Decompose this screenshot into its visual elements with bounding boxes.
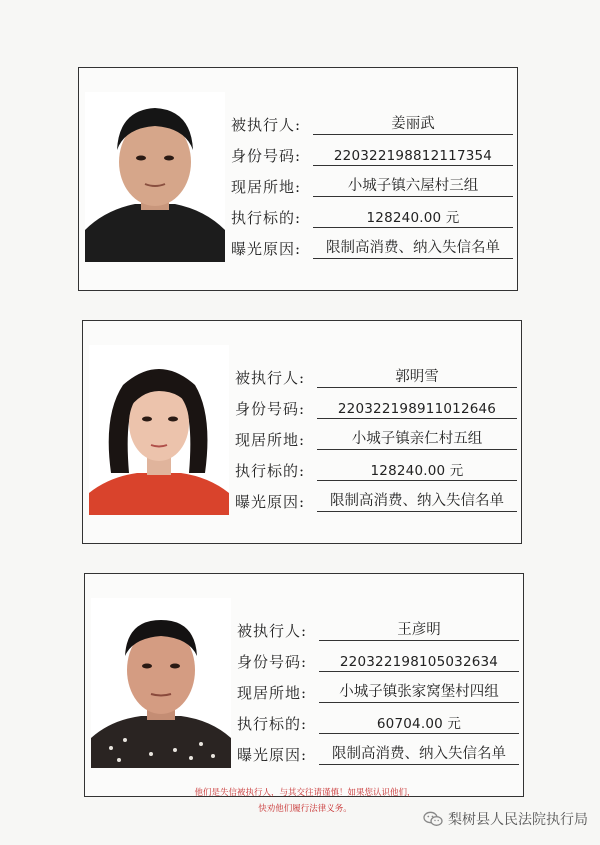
address-value: 小城子镇亲仁村五组: [317, 427, 517, 450]
amount-value: 128240.00 元: [317, 459, 517, 481]
id-row: [235, 388, 517, 419]
name-value: 王彦明: [319, 618, 519, 641]
id-row: [237, 641, 519, 672]
reason-label: 曝光原因:: [231, 240, 302, 258]
warning-line-2: 快劝他们履行法律义务。: [258, 804, 352, 814]
id-value: 220322198911012646: [317, 401, 517, 419]
amount-value: 128240.00 元: [313, 206, 513, 228]
reason-row: [235, 481, 517, 512]
id-label: 身份号码:: [231, 147, 302, 165]
person-photo: [89, 345, 229, 515]
name-row: [231, 104, 513, 135]
address-value: 小城子镇六屋村三组: [313, 174, 513, 197]
amount-label: 执行标的:: [235, 462, 306, 480]
address-label: 现居所地:: [231, 178, 302, 196]
name-value: 姜丽武: [313, 112, 513, 135]
reason-value: 限制高消费、纳入失信名单: [313, 236, 513, 259]
reason-value: 限制高消费、纳入失信名单: [319, 742, 519, 765]
amount-row: [237, 703, 519, 734]
id-value: 220322198812117354: [313, 148, 513, 166]
reason-row: [231, 228, 513, 259]
person-fields: [231, 104, 513, 259]
address-row: [231, 166, 513, 197]
reason-value: 限制高消费、纳入失信名单: [317, 489, 517, 512]
name-label: 被执行人:: [237, 622, 308, 640]
account-watermark: [423, 809, 588, 829]
reason-row: [237, 734, 519, 765]
warning-note: [140, 785, 470, 817]
id-label: 身份号码:: [235, 400, 306, 418]
reason-label: 曝光原因:: [237, 746, 308, 764]
watermark-text: 梨树县人民法院执行局: [448, 812, 588, 828]
address-label: 现居所地:: [237, 684, 308, 702]
amount-row: [235, 450, 517, 481]
warning-line-1: 他们是失信被执行人，与其交往请谨慎！如果您认识他们，: [194, 788, 416, 798]
name-label: 被执行人:: [235, 369, 306, 387]
amount-label: 执行标的:: [237, 715, 308, 733]
person-card: [84, 573, 524, 797]
name-row: [237, 610, 519, 641]
person-card: [78, 67, 518, 291]
person-fields: [235, 357, 517, 512]
id-label: 身份号码:: [237, 653, 308, 671]
person-fields: [237, 610, 519, 765]
name-row: [235, 357, 517, 388]
id-row: [231, 135, 513, 166]
amount-value: 60704.00 元: [319, 712, 519, 734]
person-card: [82, 320, 522, 544]
wechat-icon: [423, 811, 443, 827]
reason-label: 曝光原因:: [235, 493, 306, 511]
person-photo: [85, 92, 225, 262]
name-value: 郭明雪: [317, 365, 517, 388]
address-label: 现居所地:: [235, 431, 306, 449]
address-value: 小城子镇张家窝堡村四组: [319, 680, 519, 703]
address-row: [237, 672, 519, 703]
amount-row: [231, 197, 513, 228]
address-row: [235, 419, 517, 450]
person-photo: [91, 598, 231, 768]
amount-label: 执行标的:: [231, 209, 302, 227]
name-label: 被执行人:: [231, 116, 302, 134]
id-value: 220322198105032634: [319, 654, 519, 672]
